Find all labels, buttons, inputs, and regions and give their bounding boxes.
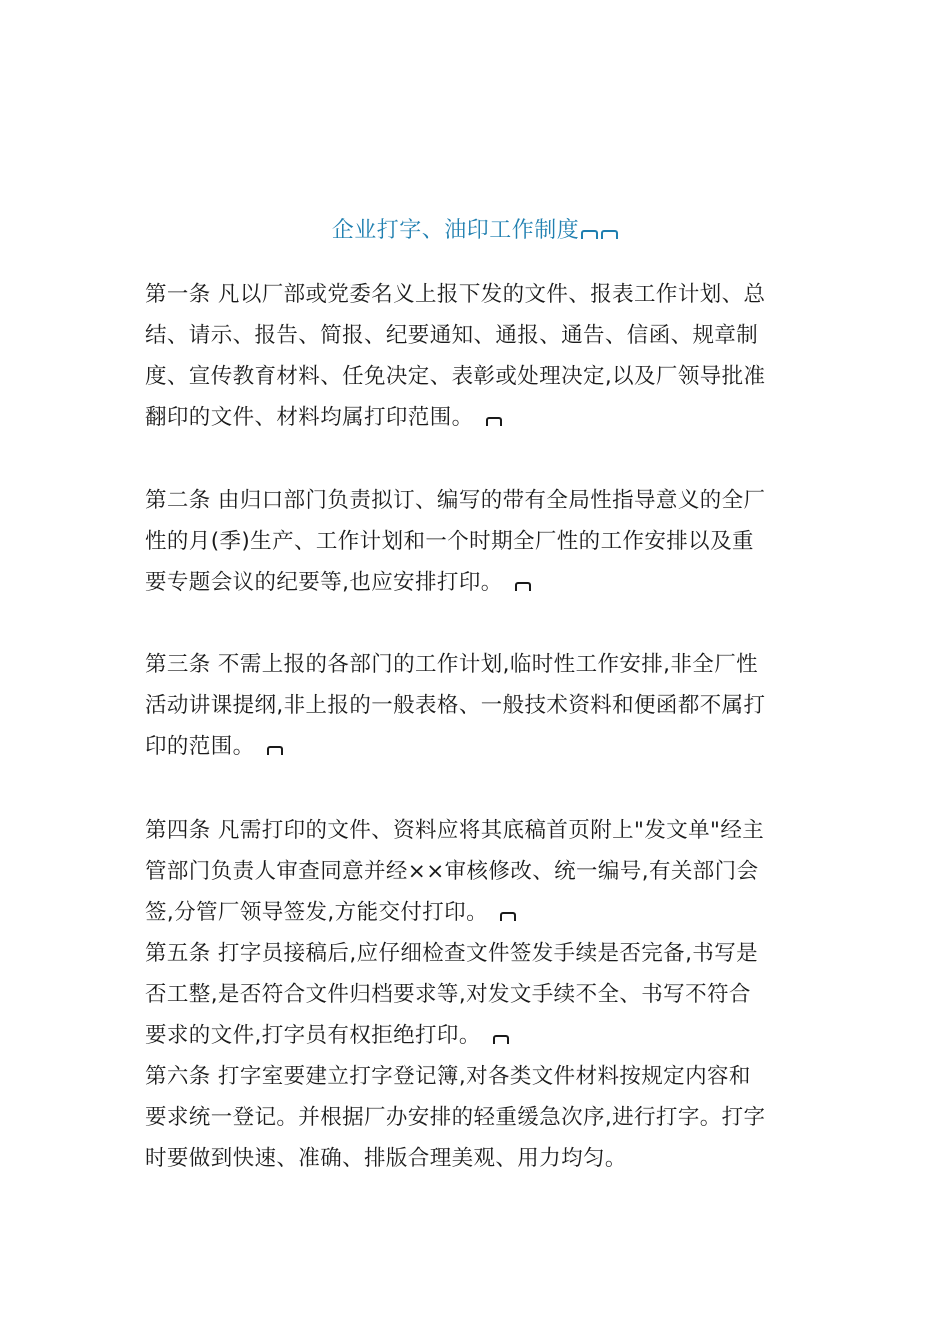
article-6 — [145, 1056, 807, 1179]
paragraph-mark-icon — [493, 1035, 509, 1044]
article-line: 第五条 打字员接稿后,应仔细检查文件签发手续是否完备,书写是 — [145, 941, 759, 966]
document-title — [0, 214, 950, 248]
article-3 — [145, 644, 807, 767]
article-line: 管部门负责人审查同意并经××审核修改、统一编号,有关部门会 — [145, 859, 759, 884]
article-line: 第二条 由归口部门负责拟订、编写的带有全局性指导意义的全厂 — [145, 488, 766, 513]
article-line-last — [145, 726, 807, 767]
article-5 — [145, 933, 807, 1056]
article-1 — [145, 274, 807, 438]
article-line: 性的月(季)生产、工作计划和一个时期全厂性的工作安排以及重 — [145, 529, 754, 554]
article-line: 时要做到快速、准确、排版合理美观、用力均匀。 — [145, 1146, 627, 1171]
article-line-last — [145, 1015, 807, 1056]
article-line: 第三条 不需上报的各部门的工作计划,临时性工作安排,非全厂性 — [145, 652, 759, 677]
paragraph-mark-icon — [267, 746, 283, 755]
document-title-text: 企业打字、油印工作制度 — [331, 218, 580, 243]
article-line-text: 要专题会议的纪要等,也应安排打印。 — [145, 570, 503, 595]
paragraph-mark-icon — [581, 230, 598, 239]
article-line: 第六条 打字室要建立打字登记簿,对各类文件材料按规定内容和 — [145, 1064, 751, 1089]
paragraph-mark-icon — [486, 417, 502, 426]
article-line-last — [145, 562, 807, 603]
paragraph-mark-icon — [500, 912, 516, 921]
article-line-text: 签,分管厂领导签发,方能交付打印。 — [145, 900, 488, 925]
article-line: 度、宣传教育材料、任免决定、表彰或处理决定,以及厂领导批准 — [145, 364, 766, 389]
paragraph-mark-icon — [515, 582, 531, 591]
article-line-last — [145, 892, 807, 933]
article-2 — [145, 480, 807, 603]
article-line-text: 要求的文件,打字员有权拒绝打印。 — [145, 1023, 481, 1048]
article-line: 结、请示、报告、简报、纪要通知、通报、通告、信函、规章制 — [145, 323, 759, 348]
article-4 — [145, 810, 807, 933]
article-line: 要求统一登记。并根据厂办安排的轻重缓急次序,进行打字。打字 — [145, 1105, 766, 1130]
article-line-text: 翻印的文件、材料均属打印范围。 — [145, 405, 474, 430]
article-line: 否工整,是否符合文件归档要求等,对发文手续不全、书写不符合 — [145, 982, 751, 1007]
article-line: 活动讲课提纲,非上报的一般表格、一般技术资料和便函都不属打 — [145, 693, 766, 718]
article-line: 第四条 凡需打印的文件、资料应将其底稿首页附上"发文单"经主 — [145, 818, 765, 843]
article-line: 第一条 凡以厂部或党委名义上报下发的文件、报表工作计划、总 — [145, 282, 766, 307]
article-line-last — [145, 397, 807, 438]
article-line-text: 印的范围。 — [145, 734, 255, 759]
paragraph-mark-icon — [601, 230, 618, 239]
